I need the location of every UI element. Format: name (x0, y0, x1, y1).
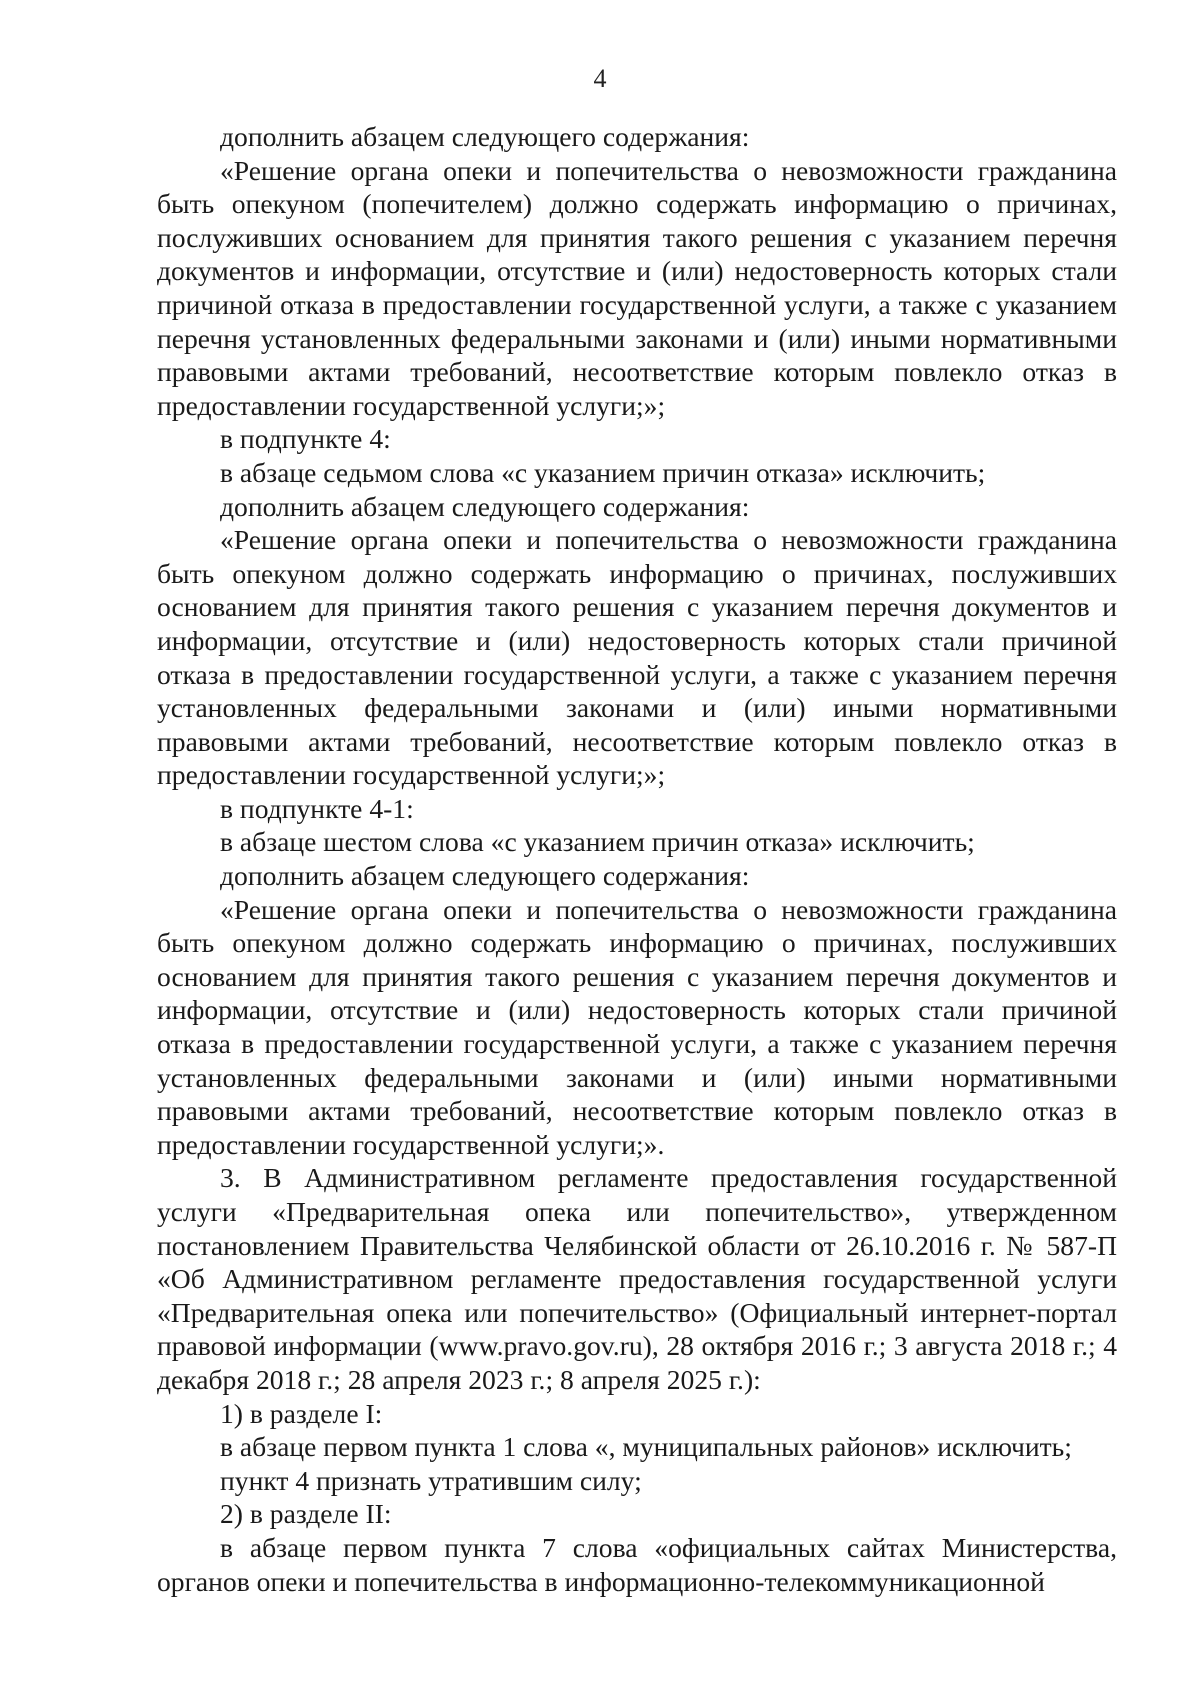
paragraph: «Решение органа опеки и попечительства о невозможности гражданина быть опекуном должно содержать информацию о причинах, послуживших основанием для принятия такого решения с указанием перечня документов и информации, отсутствие и (или) недостоверность которых стали причиной отказа в предоставлении государственной услуги, а также с указанием перечня установленных федеральными законами и (или) иными нормативными правовыми актами требований, несоответствие которым повлекло отказ в предоставлении государственной услуги;». (157, 893, 1117, 1160)
paragraph: 2) в разделе II: (220, 1498, 392, 1530)
paragraph: в абзаце седьмом слова «с указанием причин отказа» исключить; (220, 456, 986, 488)
paragraph: в подпункте 4: (220, 423, 391, 455)
paragraph: в подпункте 4-1: (220, 792, 414, 824)
paragraph: в абзаце первом пункта 1 слова «, муниципальных районов» исключить; (220, 1431, 1072, 1463)
page-number: 4 (593, 64, 607, 93)
paragraph: 1) в разделе I: (220, 1397, 383, 1429)
document-body (157, 120, 1117, 1598)
paragraph: 3. В Административном регламенте предоставления государственной услуги «Предварительная опека или попечительство», утвержденном постановлением Правительства Челябинской области от 26.10.2016 г. № 587-П «Об Административном регламенте предоставления государственной услуги «Предварительная опека или попечительство» (Официальный интернет-портал правовой информации (www.pravo.gov.ru), 28 октября 2016 г.; 3 августа 2018 г.; 4 декабря 2018 г.; 28 апреля 2023 г.; 8 апреля 2025 г.): (157, 1162, 1117, 1395)
paragraph: дополнить абзацем следующего содержания: (220, 490, 750, 522)
paragraph: дополнить абзацем следующего содержания: (220, 860, 750, 892)
paragraph: в абзаце шестом слова «с указанием причин отказа» исключить; (220, 826, 975, 858)
paragraph: «Решение органа опеки и попечительства о невозможности гражданина быть опекуном (попечителем) должно содержать информацию о причинах, послуживших основанием для принятия такого решения с указанием перечня документов и информации, отсутствие и (или) недостоверность которых стали причиной отказа в предоставлении государственной услуги, а также с указанием перечня установленных федеральными законами и (или) иными нормативными правовыми актами требований, несоответствие которым повлекло отказ в предоставлении государственной услуги;»; (157, 154, 1117, 421)
paragraph: в абзаце первом пункта 7 слова «официальных сайтах Министерства, органов опеки и попечительства в информационно-телекоммуникационной (157, 1531, 1117, 1597)
paragraph: «Решение органа опеки и попечительства о невозможности гражданина быть опекуном должно содержать информацию о причинах, послуживших основанием для принятия такого решения с указанием перечня документов и информации, отсутствие и (или) недостоверность которых стали причиной отказа в предоставлении государственной услуги, а также с указанием перечня установленных федеральными законами и (или) иными нормативными правовыми актами требований, несоответствие которым повлекло отказ в предоставлении государственной услуги;»; (157, 524, 1117, 791)
paragraph: пункт 4 признать утратившим силу; (220, 1464, 642, 1496)
paragraph: дополнить абзацем следующего содержания: (220, 121, 750, 152)
